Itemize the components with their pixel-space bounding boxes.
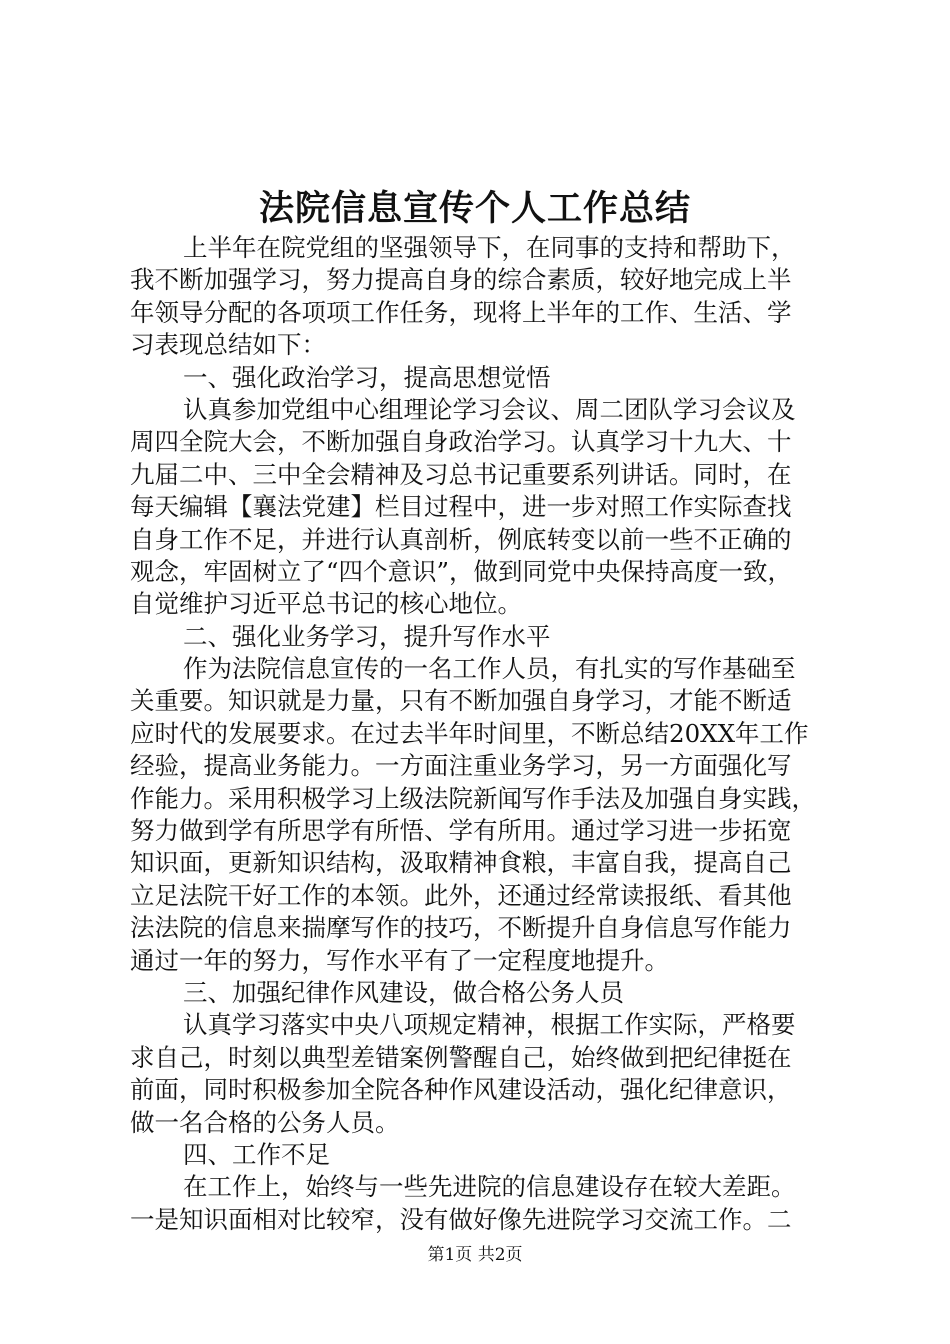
body-line: 应时代的发展要求。在过去半年时间里，不断总结20XX年工作 <box>130 718 809 748</box>
body-line: 上半年在院党组的坚强领导下，在同事的支持和帮助下， <box>183 233 796 262</box>
body-line: 观念，牢固树立了“四个意识”，做到同党中央保持高度一致， <box>130 556 793 586</box>
body-line: 关重要。知识就是力量，只有不断加强自身学习，才能不断适 <box>130 686 792 716</box>
body-line: 九届二中、三中全会精神及习总书记重要系列讲话。同时，在 <box>130 459 792 489</box>
body-line: 一、强化政治学习，提高思想觉悟 <box>183 362 551 392</box>
body-line: 作为法院信息宣传的一名工作人员，有扎实的写作基础至 <box>183 654 796 684</box>
body-line: 二、强化业务学习，提升写作水平 <box>183 621 551 651</box>
body-line: 自身工作不足，并进行认真剖析，例底转变以前一些不正确的 <box>130 524 792 554</box>
document-body <box>130 232 830 1236</box>
body-line: 立足法院干好工作的本领。此外，还通过经常读报纸、看其他 <box>130 880 792 910</box>
body-line: 每天编辑【襄法党建】栏目过程中，进一步对照工作实际查找 <box>130 492 792 522</box>
body-line: 三、加强纪律作风建设，做合格公务人员 <box>183 977 624 1007</box>
body-line: 在工作上，始终与一些先进院的信息建设存在较大差距。 <box>183 1172 796 1202</box>
body-line: 认真参加党组中心组理论学习会议、周二团队学习会议及 <box>183 394 796 424</box>
body-line: 求自己，时刻以典型差错案例警醒自己，始终做到把纪律挺在 <box>130 1042 792 1072</box>
body-line: 法法院的信息来揣摩写作的技巧，不断提升自身信息写作能力 <box>130 913 792 943</box>
body-line: 做一名合格的公务人员。 <box>130 1107 400 1137</box>
body-line: 知识面，更新知识结构，汲取精神食粮，丰富自我，提高自己 <box>130 848 792 878</box>
body-line: 一是知识面相对比较窄，没有做好像先进院学习交流工作。二 <box>130 1204 792 1234</box>
body-line: 前面，同时积极参加全院各种作风建设活动，强化纪律意识， <box>130 1075 792 1105</box>
body-line: 年领导分配的各项项工作任务，现将上半年的工作、生活、学 <box>130 297 792 327</box>
body-line: 我不断加强学习，努力提高自身的综合素质，较好地完成上半 <box>130 265 792 295</box>
body-line: 认真学习落实中央八项规定精神，根据工作实际，严格要 <box>183 1010 796 1040</box>
document-title: 法院信息宣传个人工作总结 <box>258 188 691 229</box>
body-line: 努力做到学有所思学有所悟、学有所用。通过学习进一步拓宽 <box>130 816 792 846</box>
body-line: 四、工作不足 <box>183 1139 330 1169</box>
body-line: 通过一年的努力，写作水平有了一定程度地提升。 <box>130 945 669 975</box>
body-line: 周四全院大会，不断加强自身政治学习。认真学习十九大、十 <box>130 427 792 457</box>
body-line: 经验，提高业务能力。一方面注重业务学习，另一方面强化写 <box>130 751 792 781</box>
body-line: 习表现总结如下： <box>130 330 326 360</box>
body-line: 自觉维护习近平总书记的核心地位。 <box>130 589 522 619</box>
page-footer: 第1页 共2页 <box>427 1245 523 1265</box>
body-line: 作能力。采用积极学习上级法院新闻写作手法及加强自身实践， <box>130 783 816 813</box>
